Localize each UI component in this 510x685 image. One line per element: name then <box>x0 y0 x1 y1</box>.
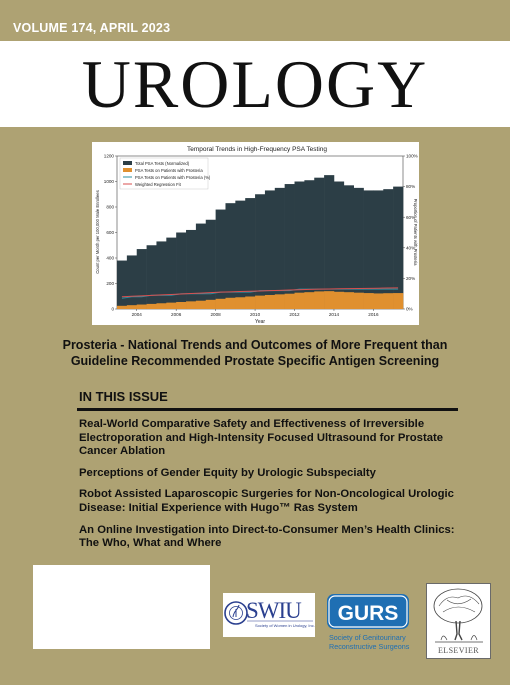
legend-label-total: Total PSA Tests (Normalized) <box>135 161 190 166</box>
x-tick-label: 2006 <box>171 312 182 317</box>
legend-label-prosteria: PSA Tests on Patients with Prosteria <box>135 168 203 173</box>
y-tick-label: 800 <box>106 204 114 210</box>
in-this-issue-heading: IN THIS ISSUE <box>79 389 168 404</box>
y2-tick-label: 0% <box>406 306 413 312</box>
bar-total <box>137 249 147 309</box>
cover-figure <box>92 142 419 325</box>
bar-total <box>344 185 354 309</box>
bar-prosteria <box>265 295 275 309</box>
bar-prosteria <box>186 301 196 309</box>
bar-total <box>117 261 127 309</box>
chart-legend <box>120 158 211 189</box>
article-list <box>79 418 464 559</box>
article-item: Perceptions of Gender Equity by Urologic Subspecialty <box>79 466 376 479</box>
chart-ylabel: Count per Month per 100,000 Male Enrollees <box>95 190 100 274</box>
bar-prosteria <box>206 300 216 309</box>
elsevier-wordmark: ELSEVIER <box>438 646 479 655</box>
bar-prosteria <box>344 292 354 309</box>
bar-prosteria <box>364 293 374 309</box>
bar-prosteria <box>383 293 393 309</box>
x-tick-label: 2004 <box>131 312 142 317</box>
gurs-logo <box>326 593 412 661</box>
x-tick-label: 2016 <box>368 312 379 317</box>
bar-total <box>176 233 186 310</box>
y-tick-label: 1200 <box>103 153 114 159</box>
elsevier-logo <box>426 583 491 659</box>
bar-total <box>393 187 403 309</box>
bar-prosteria <box>393 293 403 309</box>
bar-prosteria <box>285 294 295 309</box>
bar-prosteria <box>304 292 314 309</box>
bar-total <box>373 190 383 309</box>
bar-total <box>156 241 166 309</box>
bar-total <box>225 203 235 309</box>
gurs-line2: Reconstructive Surgeons <box>329 642 410 651</box>
y2-tick-label: 100% <box>406 153 418 159</box>
bar-prosteria <box>127 305 137 309</box>
bar-prosteria <box>166 303 176 309</box>
article-item: Real-World Comparative Safety and Effectiveness of Irreversible Electroporation and High-Intensity Focused Ultrasound for Prostate Cancer Ablation <box>79 418 444 458</box>
legend-label-fit: Weighted Regression Fit <box>135 182 181 187</box>
bar-prosteria <box>275 294 285 309</box>
bar-total <box>127 255 137 309</box>
bar-prosteria <box>147 304 157 309</box>
bar-prosteria <box>176 302 186 309</box>
volume-line: VOLUME 174, APRIL 2023 <box>13 21 171 35</box>
bar-prosteria <box>156 303 166 309</box>
bar-total <box>186 230 196 309</box>
bar-prosteria <box>334 292 344 309</box>
y-tick-label: 0 <box>111 306 114 312</box>
gurs-line1: Society of Genitourinary <box>329 633 406 642</box>
swiu-logo <box>223 593 315 637</box>
swiu-name: Society of Women in Urology, Inc. <box>255 623 315 628</box>
bar-total <box>364 190 374 309</box>
x-tick-label: 2012 <box>289 312 300 317</box>
bar-total <box>206 220 216 309</box>
journal-title: UROLOGY <box>81 46 429 122</box>
bar-prosteria <box>255 296 265 309</box>
y2-tick-label: 40% <box>406 245 416 251</box>
x-tick-label: 2010 <box>249 312 261 317</box>
y2-tick-label: 80% <box>406 184 416 190</box>
bar-prosteria <box>295 293 305 309</box>
bar-prosteria <box>196 301 206 309</box>
cover-article-title: Prosteria - National Trends and Outcomes of More Frequent than Guideline Recommended Prostate Specific Antigen Screening <box>62 338 448 368</box>
y-tick-label: 1000 <box>103 179 114 185</box>
bar-total <box>216 210 226 309</box>
bar-total <box>255 194 265 309</box>
y-tick-label: 200 <box>106 281 114 287</box>
bar-total <box>383 189 393 309</box>
x-tick-label: 2008 <box>210 312 221 317</box>
bar-prosteria <box>245 297 255 309</box>
bar-prosteria <box>137 305 147 309</box>
bar-prosteria <box>235 297 245 309</box>
chart-xlabel: Year <box>254 319 266 325</box>
chart-y2label: Proportion of Patients with Prosteria <box>413 198 418 266</box>
y2-tick-label: 60% <box>406 214 416 220</box>
article-item: Robot Assisted Laparoscopic Surgeries for Non-Oncological Urologic Disease: Initial Experience with Hugo™ Ras System <box>79 488 454 514</box>
bar-total <box>196 224 206 309</box>
article-item: An Online Investigation into Direct-to-Consumer Men’s Health Clinics: The Who, What and Where <box>79 523 455 550</box>
bar-prosteria <box>373 293 383 309</box>
bar-total <box>235 201 245 309</box>
psa-trend-chart <box>92 142 419 325</box>
bar-total <box>147 245 157 309</box>
legend-label-percent: PSA Tests on Patients with Prosteria (%) <box>135 175 211 180</box>
x-tick-label: 2014 <box>328 312 340 317</box>
bar-prosteria <box>216 299 226 309</box>
bar-prosteria <box>117 306 127 309</box>
gurs-letters: GURS <box>337 602 399 625</box>
y2-tick-label: 20% <box>406 276 416 281</box>
chart-title: Temporal Trends in High-Frequency PSA Testing <box>186 146 328 153</box>
y-tick-label: 600 <box>106 230 114 236</box>
mailing-label-box <box>33 565 210 649</box>
bar-total <box>166 238 176 309</box>
bar-prosteria <box>225 298 235 309</box>
y-tick-label: 400 <box>106 255 114 261</box>
bar-total <box>354 188 364 309</box>
bar-total <box>334 182 344 310</box>
swiu-letters: SWIU <box>246 598 301 623</box>
heading-divider <box>77 408 458 411</box>
bar-prosteria <box>314 291 324 309</box>
bar-prosteria <box>324 291 334 309</box>
legend-swatch-total <box>123 161 132 165</box>
bar-prosteria <box>354 293 364 309</box>
legend-swatch-prosteria <box>123 168 132 172</box>
